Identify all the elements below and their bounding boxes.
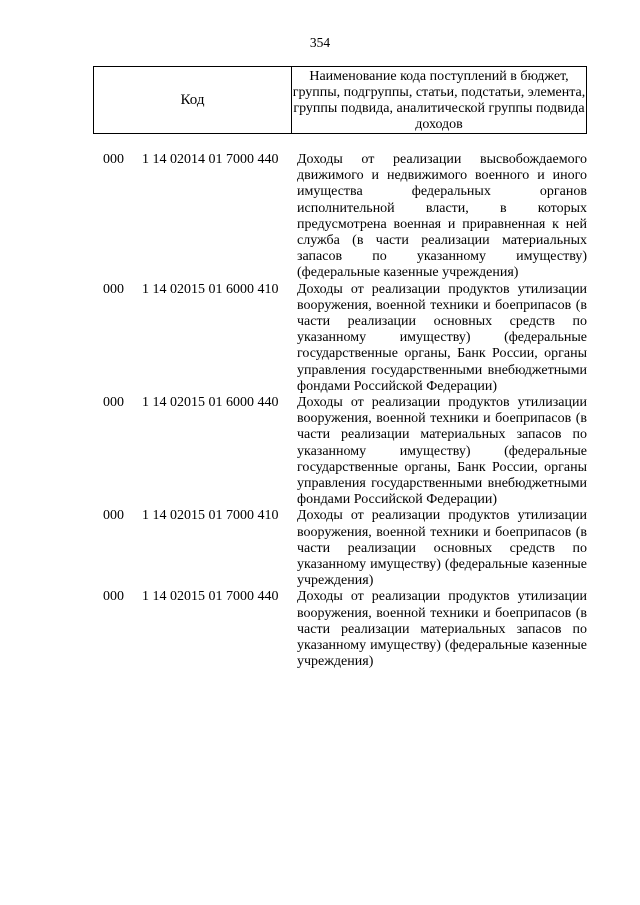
table-header <box>93 66 587 134</box>
admin-code: 000 <box>103 508 124 524</box>
table-row <box>0 395 640 508</box>
income-code: 1 14 02014 01 7000 440 <box>142 152 279 167</box>
header-name-cell: Наименование кода поступлений в бюджет, группы, подгруппы, статьи, подстатьи, элемента, группы подвида, аналитической группы подвида доходов <box>292 69 586 132</box>
admin-code: 000 <box>103 281 124 297</box>
header-code-cell: Код <box>94 67 292 133</box>
income-code-list <box>0 152 640 671</box>
table-row <box>0 152 640 282</box>
income-name: Доходы от реализации продуктов утилизации вооружения, военной техники и боеприпасов (в части реализации основных средств по указанному имуществу) (федеральные казенные учреждения) <box>297 508 587 589</box>
income-code: 1 14 02015 01 6000 440 <box>142 395 279 411</box>
admin-code: 000 <box>103 589 124 605</box>
admin-code: 000 <box>103 395 124 411</box>
admin-code: 000 <box>103 152 124 167</box>
income-code: 1 14 02015 01 7000 440 <box>142 589 279 605</box>
income-name: Доходы от реализации продуктов утилизации вооружения, военной техники и боеприпасов (в части реализации основных средств по указанному имуществу) (федеральные государственные органы, Банк России, органы управления государственными внебюджетными фондами Российской Федерации) <box>297 281 587 394</box>
income-name: Доходы от реализации продуктов утилизации вооружения, военной техники и боеприпасов (в части реализации материальных запасов по указанному имуществу) (федеральные казенные учреждения) <box>297 589 587 670</box>
income-code: 1 14 02015 01 6000 410 <box>142 281 279 297</box>
income-name: Доходы от реализации высвобождаемого движимого и недвижимого военного и иного имущества федеральных органов исполнительной власти, в которых предусмотрена военная и приравненная к ней служба (в части реализации материальных запасов по указанному имуществу) (федеральные казенные учреждения) <box>297 152 587 281</box>
table-row <box>0 508 640 589</box>
page-number: 354 <box>309 35 331 50</box>
income-code: 1 14 02015 01 7000 410 <box>142 508 279 524</box>
table-row <box>0 589 640 670</box>
income-name: Доходы от реализации продуктов утилизации вооружения, военной техники и боеприпасов (в части реализации материальных запасов по указанному имуществу) (федеральные государственные органы, Банк России, органы управления государственными внебюджетными фондами Российской Федерации) <box>297 395 587 508</box>
table-row <box>0 282 640 395</box>
